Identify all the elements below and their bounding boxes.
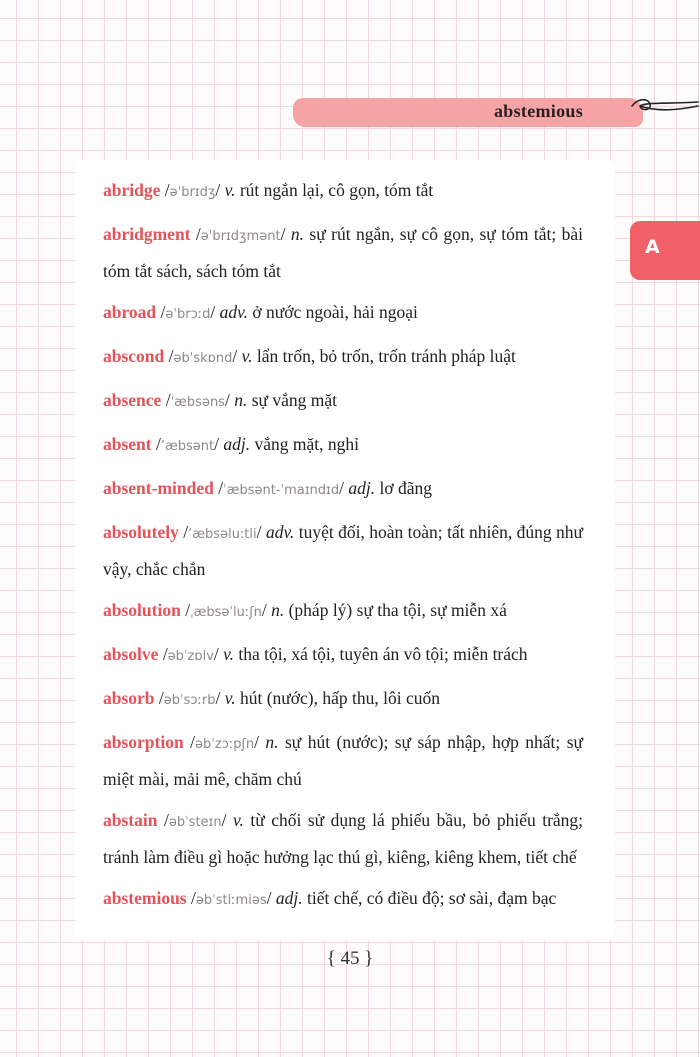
dictionary-entry: abscond /əbˈskɒnd/ v. lẩn trốn, bỏ trốn, trốn tránh pháp luật [103, 346, 516, 366]
definition: từ chối sử dụng lá phiếu bầu, bỏ phiếu trắng; tránh làm điều gì hoặc hưởng lạc thú gì, kiêng, kiêng khem, tiết chế [103, 810, 584, 867]
dictionary-entry: abridgment /əˈbrɪdʒmənt/ n. sự rút ngắn, sự cô gọn, sự tóm tắt; bài tóm tắt sách, sách tóm tắt [103, 224, 583, 281]
definition: lẩn trốn, bỏ trốn, trốn tránh pháp luật [256, 346, 516, 366]
pronunciation: əbˈzɔːpʃn [195, 737, 255, 752]
headword: abstemious [103, 888, 187, 908]
headword: absolution [103, 600, 181, 620]
definition: ở nước ngoài, hải ngoại [252, 302, 418, 322]
part-of-speech: adv. [219, 302, 248, 322]
headword: abroad [103, 302, 157, 322]
definition: sự hút (nước); sự sáp nhập, hợp nhất; sự miệt mài, mải mê, chăm chú [103, 732, 584, 789]
dictionary-entry: absorption /əbˈzɔːpʃn/ n. sự hút (nước); sự sáp nhập, hợp nhất; sự miệt mài, mải mê, chăm chú [103, 732, 584, 789]
definition: hút (nước), hấp thu, lôi cuốn [239, 688, 441, 708]
page-number: { 45 } [326, 948, 374, 969]
guide-word: abstemious [493, 101, 583, 121]
dictionary-entry: absorb /əbˈsɔːrb/ v. hút (nước), hấp thu, lôi cuốn [103, 688, 441, 708]
part-of-speech: adv. [265, 522, 295, 542]
dictionary-entry: abstemious /əbˈstiːmiəs/ adj. tiết chế, có điều độ; sơ sài, đạm bạc [103, 888, 557, 908]
headword: abridge [103, 180, 161, 200]
pronunciation: ˌæbsəˈluːʃn [190, 605, 262, 620]
pronunciation: ’æbsənt [160, 439, 215, 454]
part-of-speech: v. [224, 688, 236, 708]
dictionary-entry: abroad /əˈbrɔːd/ adv. ở nước ngoài, hải ngoại [103, 302, 418, 322]
dictionary-entry: abridge /əˈbrɪdʒ/ v. rút ngắn lại, cô gọn, tóm tắt [103, 180, 434, 200]
dictionary-entry: absolve /əbˈzɒlv/ v. tha tội, xá tội, tuyên án vô tội; miễn trách [103, 644, 528, 664]
pronunciation: əbˈsteɪn [168, 815, 222, 830]
definition: lơ đãng [379, 478, 432, 498]
definition: tuyệt đối, hoàn toàn; tất nhiên, đúng như vậy, chắc chắn [103, 522, 584, 579]
pronunciation: əbˈstiːmiəs [195, 893, 267, 908]
definition: rút ngắn lại, cô gọn, tóm tắt [239, 180, 434, 200]
guide-word-banner [293, 98, 643, 127]
part-of-speech: v. [223, 644, 234, 664]
headword: absence [103, 390, 162, 410]
pronunciation: ’æbsəlu:tli [188, 527, 257, 542]
headword: absolutely [103, 522, 179, 542]
part-of-speech: adj. [275, 888, 303, 908]
part-of-speech: v. [224, 180, 236, 200]
alphabet-tab-letter: A [645, 236, 660, 258]
alphabet-tab[interactable] [630, 221, 700, 280]
definition: vắng mặt, nghỉ [254, 434, 360, 454]
headword: absent-minded [103, 478, 214, 498]
headword: abridgment [103, 224, 191, 244]
definition: tha tội, xá tội, tuyên án vô tội; miễn trách [238, 644, 528, 664]
dictionary-entries [103, 173, 583, 925]
part-of-speech: n. [234, 390, 248, 410]
dictionary-entry: abstain /əbˈsteɪn/ v. từ chối sử dụng lá phiếu bầu, bỏ phiếu trắng; tránh làm điều gì hoặc hưởng lạc thú gì, kiêng, kiêng khem, tiết chế [103, 810, 584, 867]
scribble-decoration-icon [628, 92, 700, 118]
part-of-speech: n. [290, 224, 304, 244]
part-of-speech: v. [233, 810, 244, 830]
pronunciation: əˈbrɪdʒmənt [200, 229, 281, 244]
pronunciation: əbˈzɒlv [167, 649, 214, 664]
headword: absolve [103, 644, 159, 664]
headword: absorption [103, 732, 184, 752]
pronunciation: ˈæbsəns [170, 395, 225, 410]
headword: absent [103, 434, 152, 454]
headword: absorb [103, 688, 155, 708]
headword: abscond [103, 346, 165, 366]
part-of-speech: adj. [223, 434, 251, 454]
pronunciation: əˈbrɔːd [165, 307, 211, 322]
dictionary-entry: absence /ˈæbsəns/ n. sự vắng mặt [103, 390, 338, 410]
pronunciation: əbˈskɒnd [173, 351, 233, 366]
dictionary-entry: absent /’æbsənt/ adj. vắng mặt, nghỉ [103, 434, 360, 454]
pronunciation: əbˈsɔːrb [163, 693, 216, 708]
pronunciation: ˈæbsənt-ˈmaɪndɪd [223, 483, 340, 498]
dictionary-entry: absolution /ˌæbsəˈluːʃn/ n. (pháp lý) sự tha tội, sự miễn xá [103, 600, 507, 620]
dictionary-entry: absent-minded /ˈæbsənt-ˈmaɪndɪd/ adj. lơ đãng [103, 478, 432, 498]
headword: abstain [103, 810, 158, 830]
definition: (pháp lý) sự tha tội, sự miễn xá [288, 600, 507, 620]
part-of-speech: n. [271, 600, 285, 620]
dictionary-entry: absolutely /’æbsəlu:tli/ adv. tuyệt đối, hoàn toàn; tất nhiên, đúng như vậy, chắc chắn [103, 522, 584, 579]
definition: tiết chế, có điều độ; sơ sài, đạm bạc [306, 888, 557, 908]
definition: sự vắng mặt [251, 390, 338, 410]
part-of-speech: v. [241, 346, 253, 366]
pronunciation: əˈbrɪdʒ [169, 185, 216, 200]
definition: sự rút ngắn, sự cô gọn, sự tóm tắt; bài tóm tắt sách, sách tóm tắt [103, 224, 583, 281]
part-of-speech: n. [265, 732, 279, 752]
part-of-speech: adj. [348, 478, 376, 498]
